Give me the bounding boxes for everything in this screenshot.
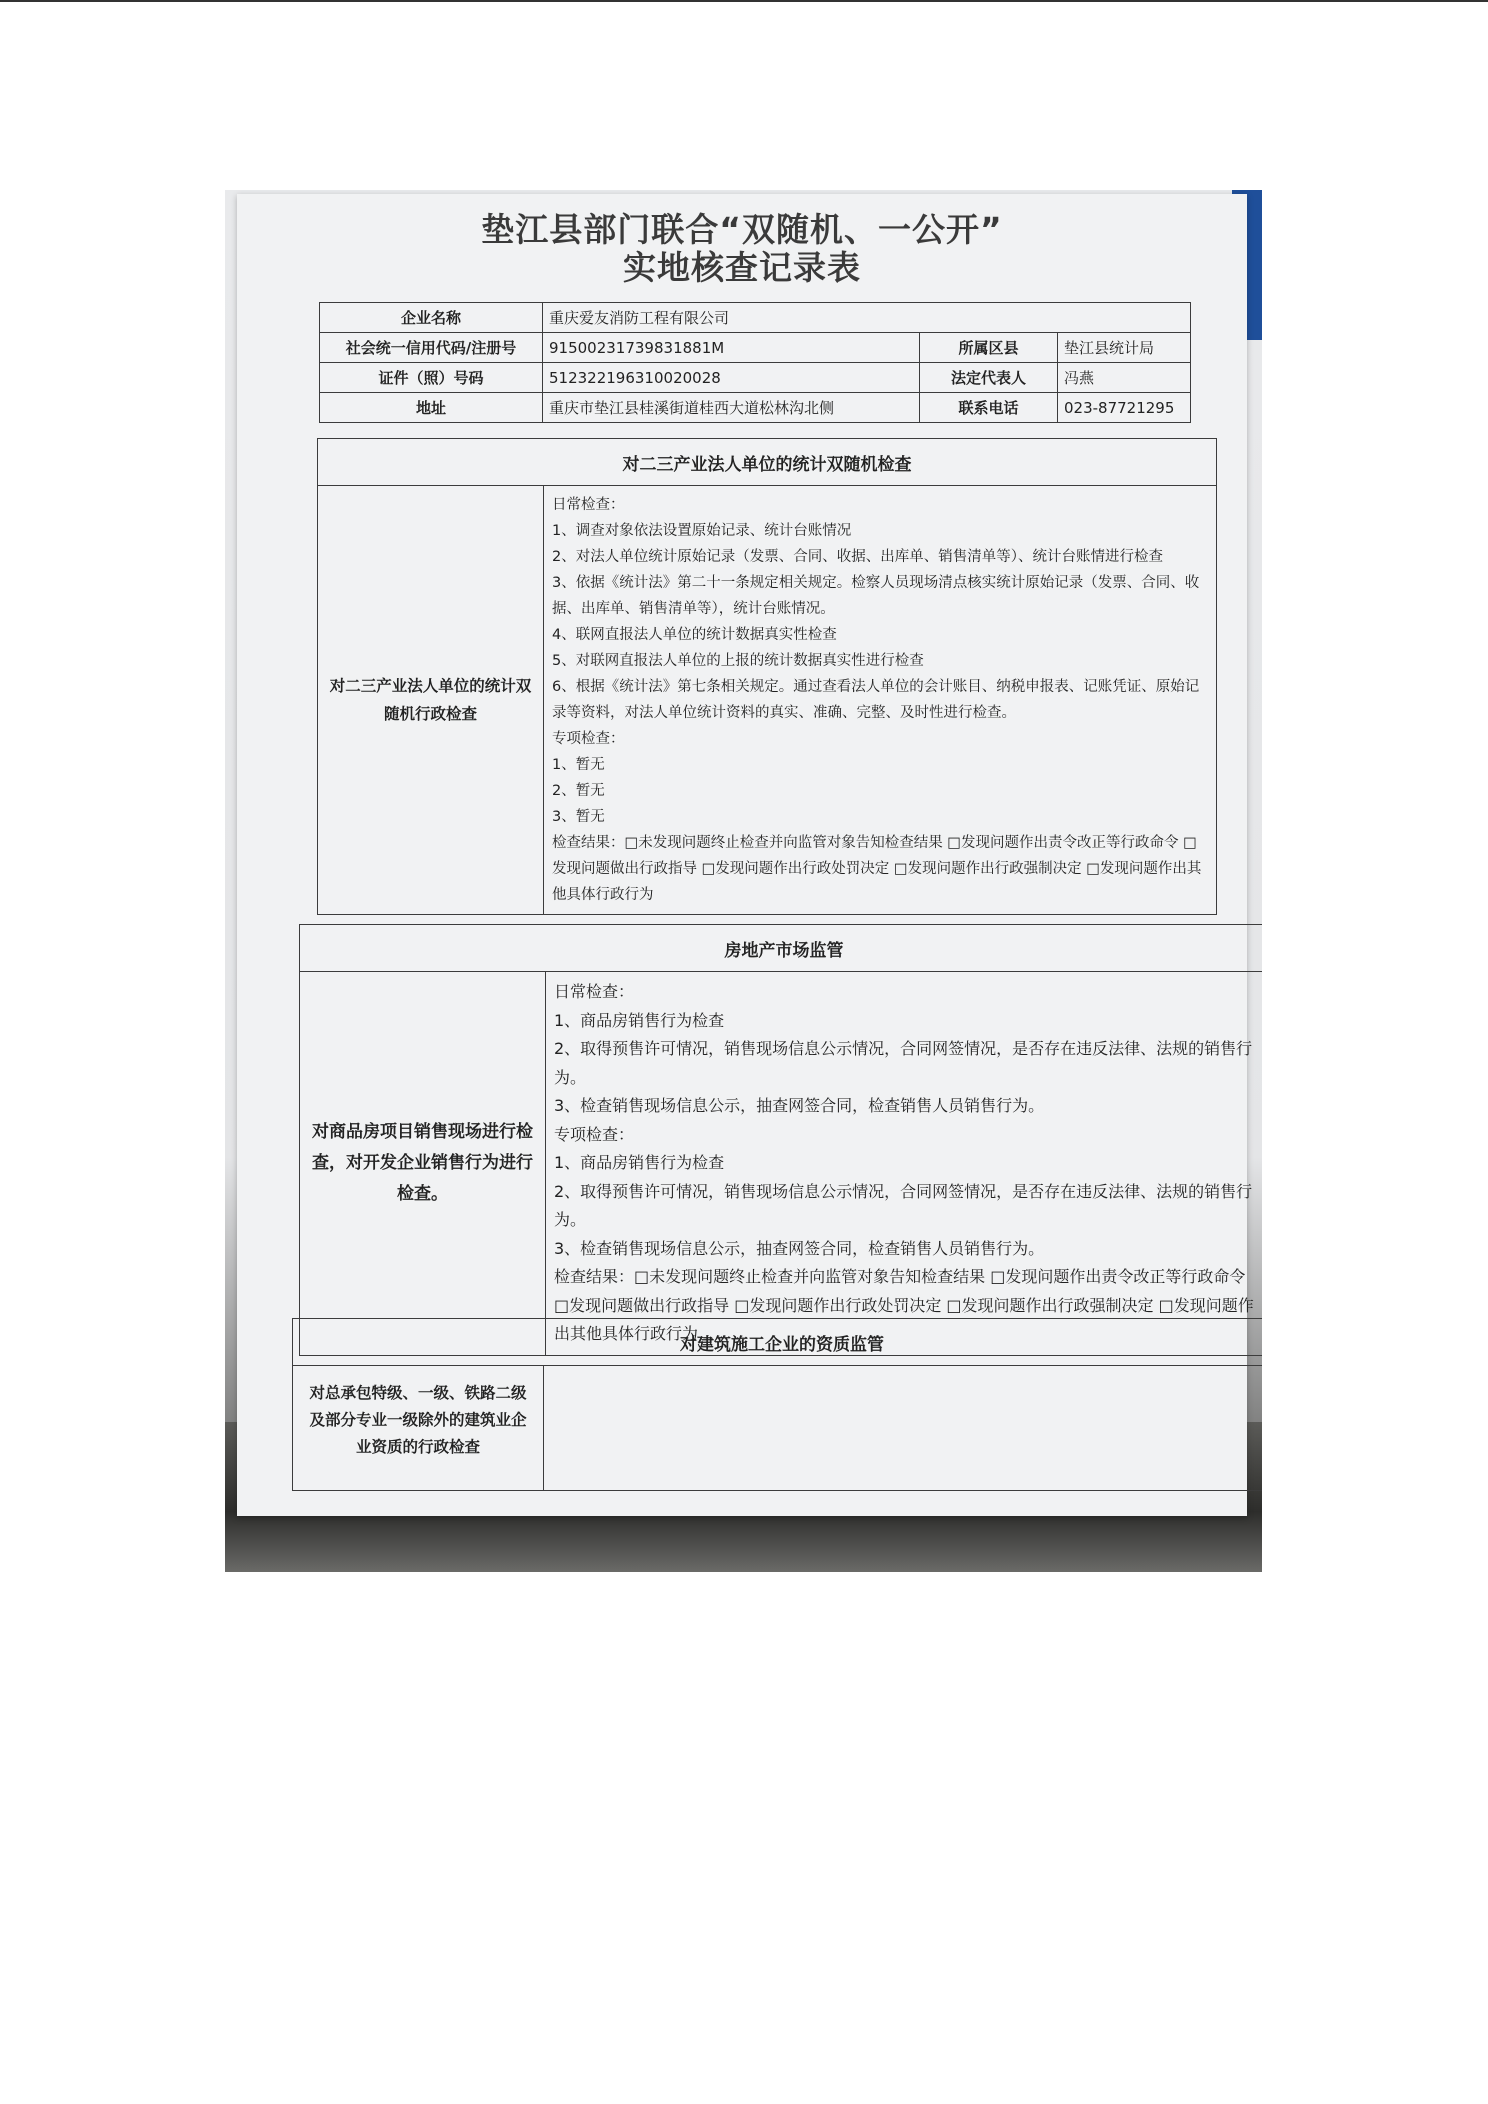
section1-line: 2、暂无 [552, 783, 605, 799]
section2-check-result: 检查结果：□未发现问题终止检查并向监管对象告知检查结果 □发现问题作出责令改正等行政命令 □发现问题做出行政指导 □发现问题作出行政处罚决定 □发现问题作出行政强制决定 □发现问题作出其他具体行政行为 [554, 1267, 1254, 1343]
info-row-address [320, 393, 1191, 423]
info-row-credit [320, 333, 1191, 363]
section1-check-result: 检查结果：□未发现问题终止检查并向监管对象告知检查结果 □发现问题作出责令改正等行政命令 □发现问题做出行政指导 □发现问题作出行政处罚决定 □发现问题作出行政强制决定 □发现问题作出其他具体行政行为 [552, 835, 1202, 903]
section2-item-label: 对商品房项目销售现场进行检查，对开发企业销售行为进行检查。 [300, 972, 546, 1356]
address-value: 重庆市垫江县桂溪街道桂西大道松林沟北侧 [543, 393, 920, 423]
section1-content [544, 486, 1217, 915]
construction-qualification-section [292, 1318, 1262, 1491]
section1-line: 1、调查对象依法设置原始记录、统计台账情况 [552, 523, 852, 539]
document-title-line1: 垫江县部门联合“双随机、一公开” [481, 210, 1003, 249]
section2-line: 2、取得预售许可情况，销售现场信息公示情况，合同网签情况，是否存在违反法律、法规的销售行为。 [554, 1039, 1253, 1087]
section2-content [546, 972, 1263, 1356]
section1-line: 日常检查： [552, 497, 625, 513]
credit-code-value: 91500231739831881M [543, 333, 920, 363]
section1-header: 对二三产业法人单位的统计双随机检查 [318, 439, 1217, 486]
section2-header: 房地产市场监管 [300, 925, 1263, 972]
company-info-table [319, 302, 1191, 423]
section2-line: 1、商品房销售行为检查 [554, 1010, 725, 1030]
district-value: 垫江县统计局 [1058, 333, 1191, 363]
statistics-inspection-section [317, 438, 1217, 915]
section1-line: 6、根据《统计法》第七条相关规定。通过查看法人单位的会计账目、纳税申报表、记账凭证、原始记录等资料，对法人单位统计资料的真实、准确、完整、及时性进行检查。 [552, 679, 1200, 721]
section1-header-row [318, 439, 1217, 486]
section2-line: 日常检查： [554, 982, 635, 1001]
section2-line: 3、检查销售现场信息公示，抽查网签合同，检查销售人员销售行为。 [554, 1238, 1045, 1258]
document-title-line2: 实地核查记录表 [623, 248, 861, 287]
section1-line: 4、联网直报法人单位的统计数据真实性检查 [552, 627, 837, 643]
section3-item-label: 对总承包特级、一级、铁路二级及部分专业一级除外的建筑业企业资质的行政检查 [293, 1366, 544, 1491]
section3-content [544, 1366, 1263, 1491]
credit-code-label: 社会统一信用代码/注册号 [320, 333, 543, 363]
company-label: 企业名称 [320, 303, 543, 333]
company-value: 重庆爱友消防工程有限公司 [543, 303, 1191, 333]
legal-rep-value: 冯燕 [1058, 363, 1191, 393]
section2-line: 1、商品房销售行为检查 [554, 1153, 725, 1172]
section1-line: 3、暂无 [552, 809, 605, 825]
section2-line: 专项检查： [554, 1124, 635, 1144]
section1-item-label: 对二三产业法人单位的统计双随机行政检查 [318, 486, 544, 915]
section2-header-row [300, 925, 1263, 972]
section2-body-row [300, 972, 1263, 1356]
district-label: 所属区县 [920, 333, 1058, 363]
address-label: 地址 [320, 393, 543, 423]
section2-line: 3、检查销售现场信息公示，抽查网签合同，检查销售人员销售行为。 [554, 1096, 1045, 1115]
section1-line: 5、对联网直报法人单位的上报的统计数据真实性进行检查 [552, 653, 924, 669]
info-row-company [320, 303, 1191, 333]
section1-line: 1、暂无 [552, 757, 605, 773]
section3-header: 对建筑施工企业的资质监管 [293, 1319, 1263, 1366]
section1-line: 专项检查： [552, 731, 625, 747]
real-estate-section [299, 924, 1262, 1356]
phone-value: 023-87721295 [1058, 393, 1191, 423]
section3-body-row [293, 1366, 1263, 1491]
page-top-border [0, 0, 1488, 2]
section1-line: 2、对法人单位统计原始记录（发票、合同、收据、出库单、销售清单等）、统计台账情进行检查 [552, 549, 1163, 565]
phone-label: 联系电话 [920, 393, 1058, 423]
paper-sheet [237, 194, 1254, 1516]
section2-line: 2、取得预售许可情况，销售现场信息公示情况，合同网签情况，是否存在违反法律、法规的销售行为。 [554, 1181, 1253, 1229]
info-row-cert [320, 363, 1191, 393]
cert-number-label: 证件（照）号码 [320, 363, 543, 393]
legal-rep-label: 法定代表人 [920, 363, 1058, 393]
cert-number-value: 512322196310020028 [543, 363, 920, 393]
section1-line: 3、依据《统计法》第二十一条规定相关规定。检察人员现场清点核实统计原始记录（发票、合同、收据、出库单、销售清单等），统计台账情况。 [552, 575, 1200, 617]
document-photo [225, 190, 1262, 1572]
section1-body-row [318, 486, 1217, 915]
section3-header-row [293, 1319, 1263, 1366]
